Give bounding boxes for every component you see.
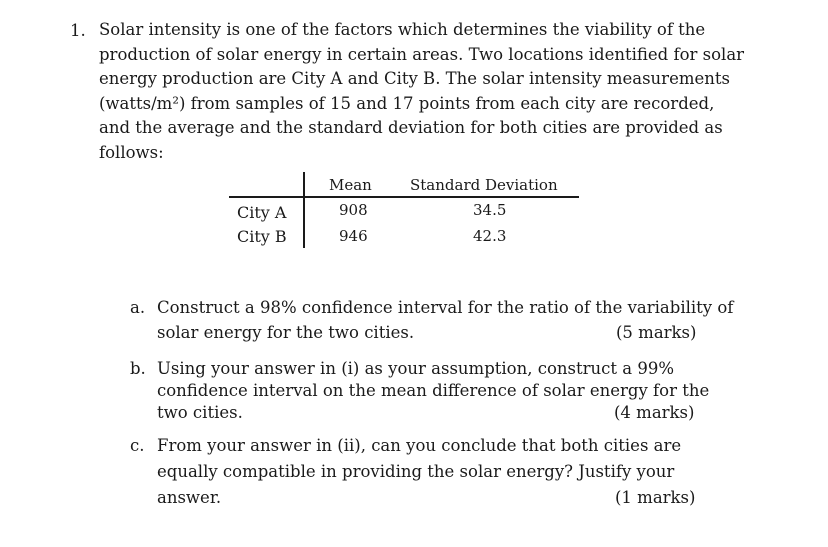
intro-line: Solar intensity is one of the factors which determines the viability of the bbox=[99, 20, 706, 39]
part-line: Construct a 98% confidence interval for the ratio of the variability of bbox=[157, 298, 734, 317]
question-number: 1. bbox=[70, 21, 86, 40]
part-letter: c. bbox=[130, 436, 145, 455]
table-header-mean: Mean bbox=[329, 176, 372, 194]
part-line: confidence interval on the mean difference of solar energy for the bbox=[157, 381, 710, 400]
intro-line: production of solar energy in certain areas. Two locations identified for solar bbox=[99, 44, 745, 64]
part-line: answer. bbox=[157, 488, 222, 507]
part-text bbox=[157, 433, 681, 511]
intro-line: energy production are City A and City B. The solar intensity measurements bbox=[99, 69, 730, 88]
table-header-sd: Standard Deviation bbox=[410, 176, 558, 194]
table-cell-mean: 946 bbox=[339, 227, 368, 245]
table-cell-sd: 34.5 bbox=[473, 201, 507, 219]
intro-line: and the average and the standard deviation for both cities are provided as bbox=[99, 118, 723, 137]
table-row-label: City A bbox=[237, 203, 287, 222]
part-line: From your answer in (ii), can you conclude that both cities are bbox=[157, 436, 682, 455]
part-letter: a. bbox=[130, 298, 146, 317]
part-line: Using your answer in (i) as your assumption, construct a 99% bbox=[157, 359, 675, 378]
marks-label: (1 marks) bbox=[615, 488, 696, 507]
intro-line: follows: bbox=[99, 142, 164, 162]
part-line: solar energy for the two cities. bbox=[157, 323, 415, 342]
table-cell-mean: 908 bbox=[339, 201, 368, 219]
marks-label: (4 marks) bbox=[614, 403, 695, 422]
table-horizontal-rule bbox=[229, 196, 579, 198]
stats-table bbox=[229, 172, 579, 252]
intro-line: (watts/m²) from samples of 15 and 17 points from each city are recorded, bbox=[99, 93, 715, 113]
question-intro bbox=[99, 18, 745, 165]
part-letter: b. bbox=[130, 359, 146, 378]
marks-label: (5 marks) bbox=[616, 323, 697, 342]
part-line: equally compatible in providing the solar energy? Justify your bbox=[157, 462, 675, 481]
table-vertical-rule bbox=[303, 172, 305, 248]
part-line: two cities. bbox=[157, 403, 243, 422]
table-cell-sd: 42.3 bbox=[473, 227, 507, 245]
table-row-label: City B bbox=[237, 227, 287, 246]
